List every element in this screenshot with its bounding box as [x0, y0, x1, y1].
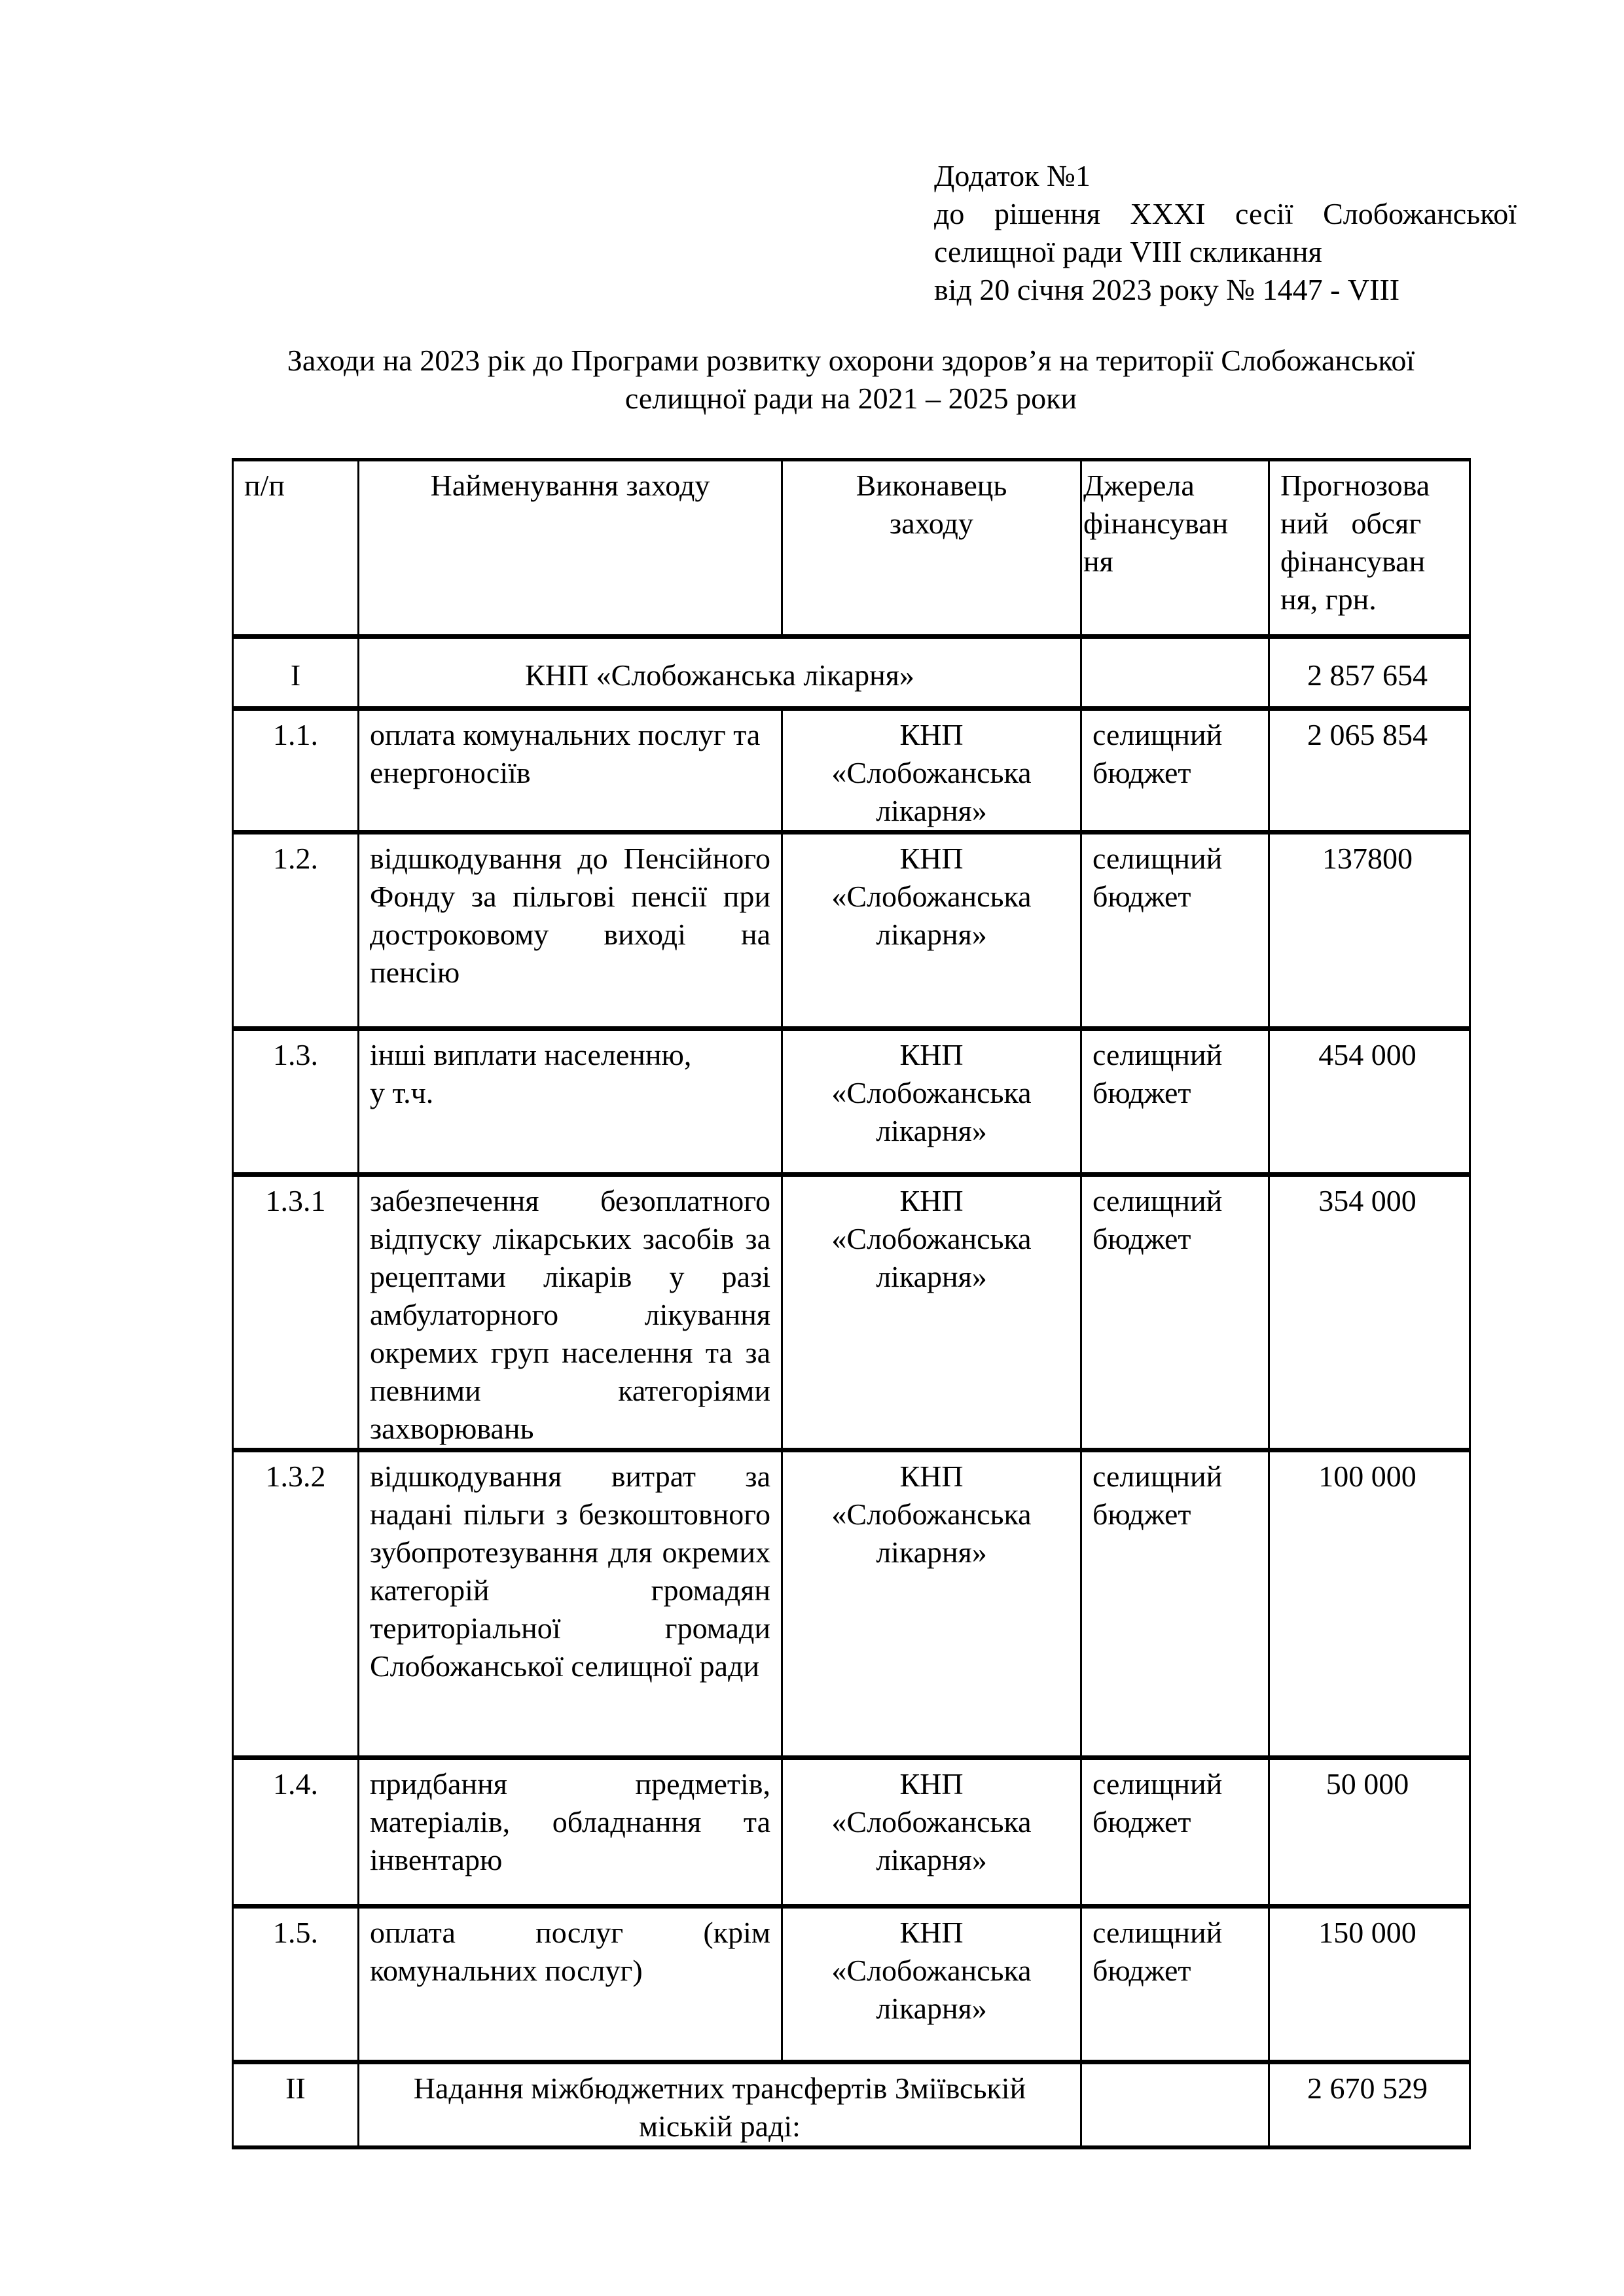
executor-line: «Слобожанська — [831, 1805, 1032, 1839]
executor-line: КНП — [899, 1038, 964, 1071]
executor-line: лікарня» — [876, 1992, 987, 2025]
header-source — [1081, 460, 1269, 637]
document-title — [236, 342, 1466, 418]
row-executor — [782, 833, 1081, 1029]
executor-line: лікарня» — [876, 1260, 987, 1293]
row-name — [359, 1029, 782, 1175]
row-name-line: інші виплати населенню, — [370, 1038, 692, 1071]
title-line-2: селищної ради на 2021 – 2025 роки — [624, 382, 1077, 415]
header-executor-line: заходу — [890, 507, 973, 540]
row-num: 1.3. — [233, 1029, 359, 1175]
row-executor — [782, 1758, 1081, 1907]
row-amount: 137800 — [1269, 833, 1470, 1029]
source-line: бюджет — [1092, 1222, 1191, 1255]
source-line: бюджет — [1092, 1076, 1191, 1109]
appendix-header — [934, 157, 1523, 309]
row-name: придбання предметів, матеріалів, обладнання та інвентарю — [359, 1758, 782, 1907]
table-row — [233, 1758, 1470, 1907]
source-line: бюджет — [1092, 1805, 1191, 1839]
appendix-date-number: від 20 січня 2023 року № 1447 - VIII — [934, 273, 1400, 306]
source-line: бюджет — [1092, 880, 1191, 913]
header-amount — [1269, 460, 1470, 637]
row-name-line: у т.ч. — [370, 1076, 434, 1109]
appendix-council: селищної ради VIII скликання — [934, 235, 1322, 268]
table-row — [233, 1175, 1470, 1450]
row-amount: 150 000 — [1269, 1907, 1470, 2062]
source-line: бюджет — [1092, 1498, 1191, 1531]
row-source — [1081, 833, 1269, 1029]
source-line: селищний — [1092, 1038, 1223, 1071]
section-source — [1081, 2062, 1269, 2148]
source-line: бюджет — [1092, 1954, 1191, 1987]
table-header-row — [233, 460, 1470, 637]
executor-line: «Слобожанська — [831, 880, 1032, 913]
executor-line: «Слобожанська — [831, 1222, 1032, 1255]
executor-line: лікарня» — [876, 1535, 987, 1569]
row-name: оплата послуг (крім комунальних послуг) — [359, 1907, 782, 2062]
source-line: селищний — [1092, 1916, 1223, 1949]
executor-line: КНП — [899, 842, 964, 875]
title-line-1: Заходи на 2023 рік до Програми розвитку охорони здоров’я на території Слобожанської — [287, 344, 1415, 377]
section-num: I — [233, 637, 359, 709]
row-source — [1081, 1175, 1269, 1450]
table-row — [233, 709, 1470, 833]
section-amount: 2 670 529 — [1269, 2062, 1470, 2148]
row-amount: 454 000 — [1269, 1029, 1470, 1175]
header-amount-line: ня, грн. — [1280, 583, 1377, 616]
row-num: 1.2. — [233, 833, 359, 1029]
header-source-line: Джерела — [1083, 469, 1195, 502]
section-name: КНП «Слобожанська лікарня» — [359, 637, 1081, 709]
row-name: оплата комунальних послуг та енергоносіїв — [359, 709, 782, 833]
section-amount: 2 857 654 — [1269, 637, 1470, 709]
executor-line: КНП — [899, 1767, 964, 1801]
source-line: селищний — [1092, 718, 1223, 751]
source-line: селищний — [1092, 1184, 1223, 1217]
row-num: 1.3.1 — [233, 1175, 359, 1450]
row-amount: 2 065 854 — [1269, 709, 1470, 833]
header-amount-line: фінансуван — [1280, 545, 1426, 578]
header-source-line: фінансуван — [1083, 507, 1229, 540]
source-line: селищний — [1092, 1767, 1223, 1801]
executor-line: КНП — [899, 1916, 964, 1949]
section-row — [233, 2062, 1470, 2148]
row-amount: 100 000 — [1269, 1450, 1470, 1758]
executor-line: «Слобожанська — [831, 756, 1032, 789]
row-name: відшкодування витрат за надані пільги з безкоштовного зубопротезування для окремих категорій громадян територіальної громади Слобожанської селищної ради — [359, 1450, 782, 1758]
source-line: селищний — [1092, 1460, 1223, 1493]
section-source — [1081, 637, 1269, 709]
row-amount: 50 000 — [1269, 1758, 1470, 1907]
source-line: бюджет — [1092, 756, 1191, 789]
executor-line: лікарня» — [876, 794, 987, 827]
measures-table — [232, 458, 1471, 2149]
header-amount-line: Прогнозова — [1280, 469, 1430, 502]
row-executor — [782, 1175, 1081, 1450]
executor-line: «Слобожанська — [831, 1498, 1032, 1531]
row-source — [1081, 1758, 1269, 1907]
executor-line: лікарня» — [876, 918, 987, 951]
row-executor — [782, 709, 1081, 833]
row-source — [1081, 1907, 1269, 2062]
table-row — [233, 1029, 1470, 1175]
header-executor-line: Виконавець — [856, 469, 1007, 502]
table-row — [233, 1907, 1470, 2062]
row-num: 1.4. — [233, 1758, 359, 1907]
row-source — [1081, 1450, 1269, 1758]
executor-line: КНП — [899, 718, 964, 751]
row-num: 1.5. — [233, 1907, 359, 2062]
section-row — [233, 637, 1470, 709]
row-name: забезпечення безоплатного відпуску лікарських засобів за рецептами лікарів у разі амбулаторного лікування окремих груп населення та за певними категоріями захворювань — [359, 1175, 782, 1450]
header-executor — [782, 460, 1081, 637]
row-num: 1.3.2 — [233, 1450, 359, 1758]
row-amount: 354 000 — [1269, 1175, 1470, 1450]
appendix-decision: до рішення XXXI сесії Слобожанської — [934, 197, 1517, 230]
executor-line: «Слобожанська — [831, 1076, 1032, 1109]
row-executor — [782, 1450, 1081, 1758]
section-num: II — [233, 2062, 359, 2148]
header-num: п/п — [233, 460, 359, 637]
header-source-line: ня — [1083, 545, 1113, 578]
row-source — [1081, 1029, 1269, 1175]
row-name: відшкодування до Пенсійного Фонду за пільгові пенсії при достроковому виході на пенсію — [359, 833, 782, 1029]
header-name: Найменування заходу — [359, 460, 782, 637]
appendix-number: Додаток №1 — [934, 159, 1091, 192]
executor-line: лікарня» — [876, 1114, 987, 1147]
row-executor — [782, 1907, 1081, 2062]
row-num: 1.1. — [233, 709, 359, 833]
header-amount-line: ний обсяг — [1280, 507, 1422, 540]
executor-line: лікарня» — [876, 1843, 987, 1876]
row-source — [1081, 709, 1269, 833]
executor-line: КНП — [899, 1460, 964, 1493]
row-executor — [782, 1029, 1081, 1175]
executor-line: «Слобожанська — [831, 1954, 1032, 1987]
table-row — [233, 1450, 1470, 1758]
source-line: селищний — [1092, 842, 1223, 875]
section-name: Надання міжбюджетних трансфертів Зміївській міській раді: — [359, 2062, 1081, 2148]
executor-line: КНП — [899, 1184, 964, 1217]
table-row — [233, 833, 1470, 1029]
